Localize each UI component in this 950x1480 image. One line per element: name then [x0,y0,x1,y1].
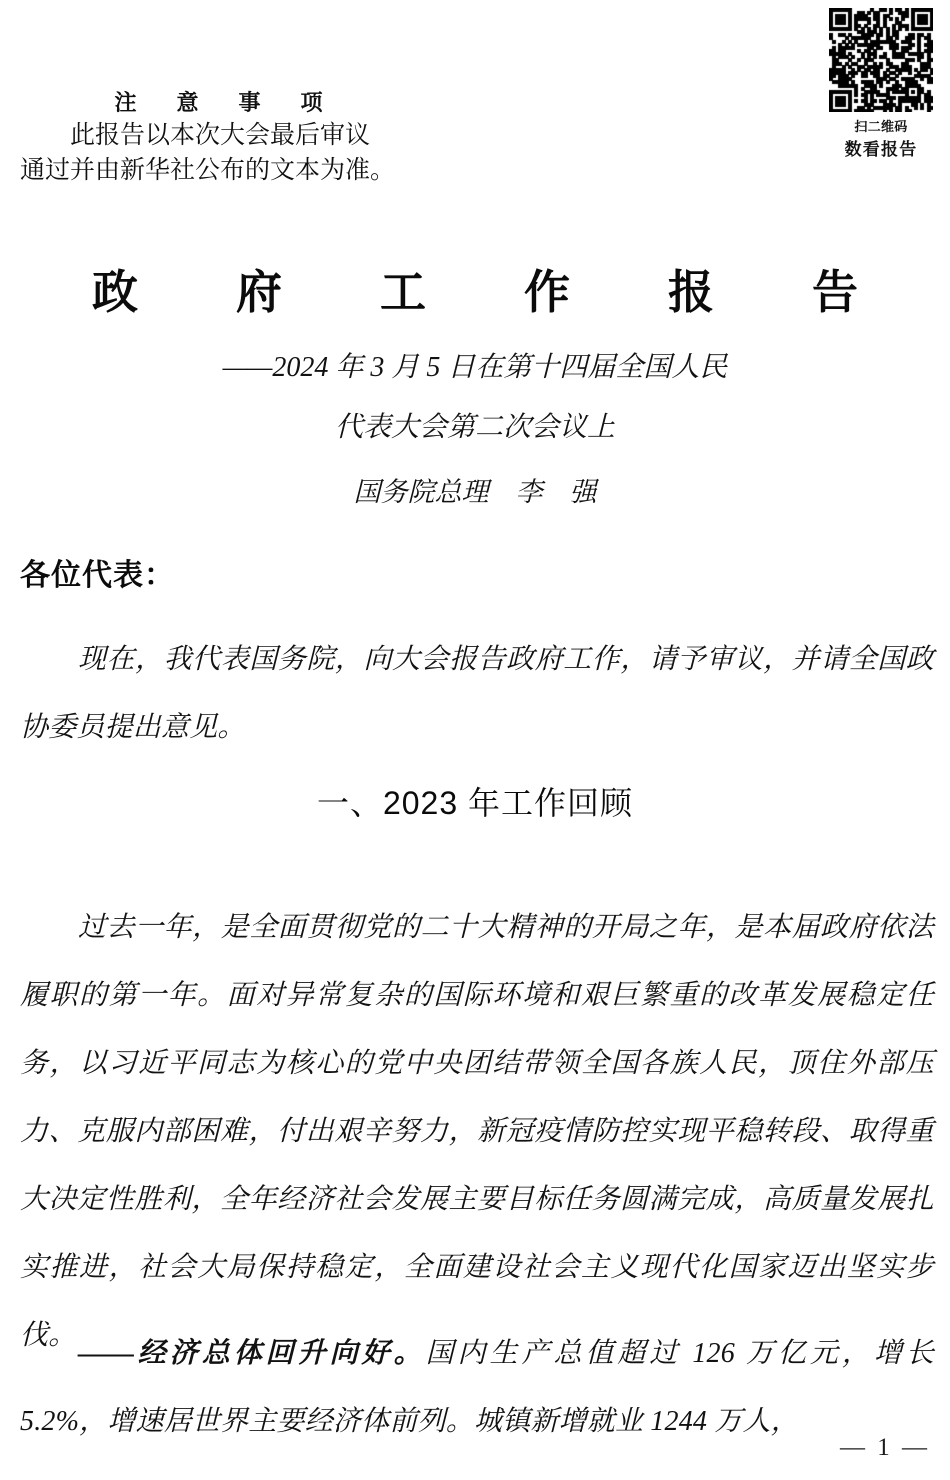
economy-paragraph [20,1320,934,1456]
economy-rest: 国内生产总值超过 126 万亿元，增长 5.2%，增速居世界主要经济体前列。城镇新增就业 1244 万人， [20,1338,934,1437]
qr-block [822,8,940,161]
notice-line-1: 此报告以本次大会最后审议 [70,122,371,149]
subtitle-speaker-line: 国务院总理 李 强 [353,477,597,507]
notice-block [20,88,420,188]
intro-paragraph: 现在，我代表国务院，向大会报告政府工作，请予审议，并请全国政协委员提出意见。 [20,644,934,743]
notice-line-2: 通过并由新华社公布的文本为准。 [20,157,396,184]
review-paragraph: 过去一年，是全面贯彻党的二十大精神的开局之年，是本届政府依法履职的第一年。面对异常复杂的国际环境和艰巨繁重的改革发展稳定任务，以习近平同志为核心的党中央团结带领全国各族人民，顶住外部压力、克服内部困难，付出艰辛努力，新冠疫情防控实现平稳转段、取得重大决定性胜利，全年经济社会发展主要目标任务圆满完成，高质量发展扎实推进，社会大局保持稳定，全面建设社会主义现代化国家迈出坚实步伐。 [20,912,934,1351]
economy-lead-bold: 经济总体回升向好。 [134,1338,426,1369]
subtitle-date-line: ——2024 年 3 月 5 日在第十四届全国人民 [222,352,728,383]
qr-code-icon [829,8,933,112]
page-number: — 1 — [840,1434,930,1461]
subtitle-session-line: 代表大会第二次会议上 [334,412,615,443]
section-heading-2023-review: 一、2023 年工作回顾 [316,785,634,821]
qr-caption-scan: 扫二维码 [854,119,908,134]
qr-caption-report: 数看报告 [844,140,918,159]
page-title: 政 府 工 作 报 告 [92,267,884,318]
notice-title: 注 意 事 项 [114,90,332,115]
economy-dash: —— [78,1338,134,1369]
salutation: 各位代表： [20,559,175,592]
